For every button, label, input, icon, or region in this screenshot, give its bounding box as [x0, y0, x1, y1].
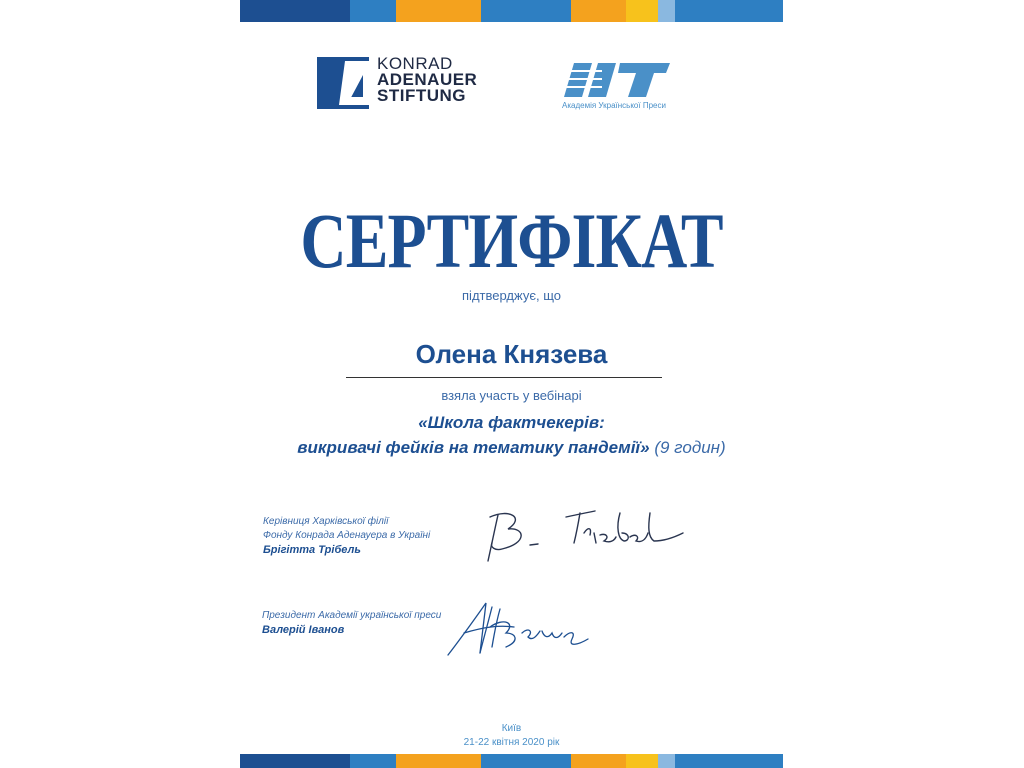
kas-logo-line2: ADENAUER [377, 70, 478, 89]
signatory-1-name: Брігітта Трібель [263, 544, 361, 556]
recipient-name: Олена Князева [415, 339, 608, 369]
aup-logo-mark [562, 61, 672, 101]
confirms-text: підтверджує, що [462, 288, 561, 303]
course-title-line2-text: викривачі фейків на тематику пандемії» [297, 438, 650, 457]
aup-logo [562, 61, 672, 113]
signature-1-image [480, 503, 685, 569]
signature-2-image [444, 597, 590, 659]
footer [240, 722, 783, 750]
footer-date: 21-22 квітня 2020 рік [463, 737, 560, 748]
signatory-1 [263, 515, 430, 557]
course-title-line1: «Школа фактчекерів: [418, 413, 605, 432]
participation-text: взяла участь у вебінарі [441, 388, 582, 403]
kas-logo-mark [317, 57, 369, 109]
name-underline [346, 377, 662, 378]
footer-city: Київ [501, 723, 522, 734]
signatory-1-role-line1: Керівниця Харківської філії [263, 516, 389, 527]
certificate-title: СЕРТИФІКАТ [300, 197, 723, 284]
signatory-1-role-line2: Фонду Конрада Аденауера в Україні [263, 530, 431, 541]
course-hours: (9 годин) [654, 438, 726, 457]
certificate-page [240, 0, 783, 768]
top-color-bar [240, 0, 783, 22]
kas-logo-line1: KONRAD [377, 54, 453, 73]
kas-logo-line3: STIFTUNG [377, 86, 466, 105]
aup-logo-caption: Академія Української Преси [562, 101, 666, 110]
signatory-2-name: Валерій Іванов [262, 624, 345, 636]
kas-logo [317, 54, 487, 111]
signatory-2 [262, 609, 441, 637]
bottom-color-bar [240, 754, 783, 768]
signatory-2-role-line1: Президент Академії української преси [262, 610, 442, 621]
course-title-line2 [240, 438, 783, 458]
